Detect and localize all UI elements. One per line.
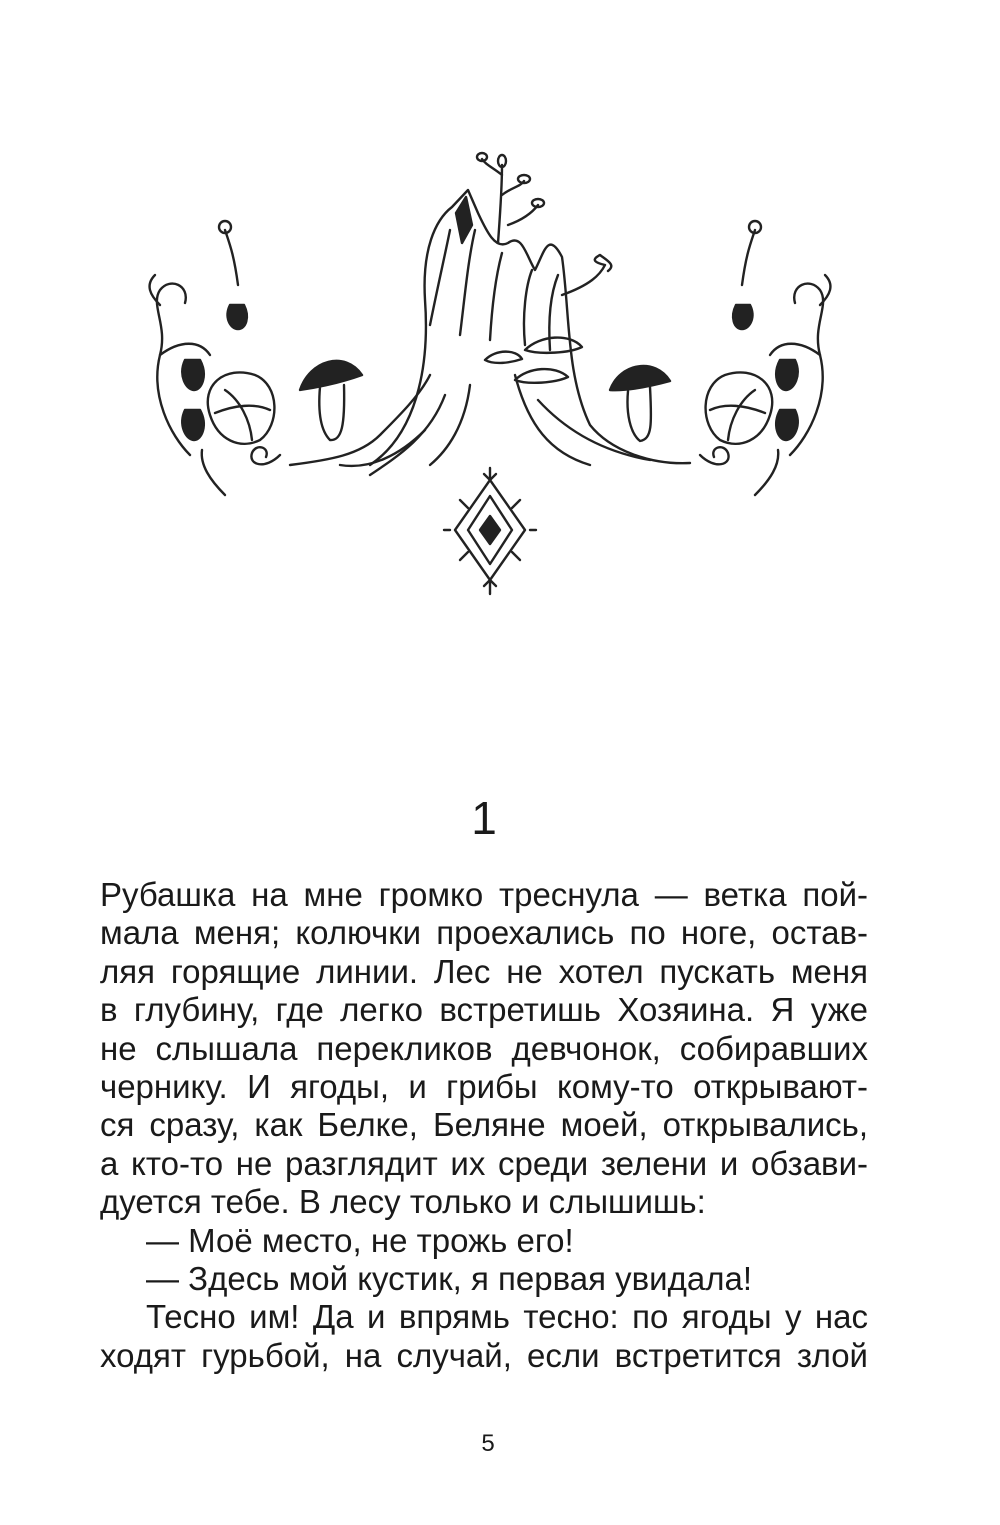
text-line: чернику. И ягоды, и грибы кому-то открывают-	[100, 1068, 868, 1106]
text-line: ходят гурьбой, на случай, если встретится злой	[100, 1336, 868, 1374]
text-line: дуется тебе. В лесу только и слышишь:	[100, 1183, 706, 1221]
text-line: Рубашка на мне громко треснула — ветка пой-	[100, 876, 868, 913]
text-line: в глубину, где легко встретишь Хозяина. Я уже	[100, 991, 868, 1029]
text-line: не слышала перекликов девчонок, собиравших	[100, 1029, 868, 1067]
text-line: ся сразу, как Белке, Беляне моей, открывались,	[100, 1106, 868, 1144]
text-line: мала меня; колючки проехались по ноге, остав-	[100, 914, 868, 952]
paragraph-1	[100, 876, 868, 1222]
text-line: ляя горящие линии. Лес не хотел пускать меня	[100, 952, 868, 990]
paragraph-2	[100, 1298, 868, 1375]
chapter-number: 1	[471, 792, 497, 844]
dialogue-line-1: — Моё место, не трожь его!	[146, 1221, 574, 1259]
dialogue-line-2: — Здесь мой кустик, я первая увидала!	[146, 1260, 752, 1298]
text-line: а кто-то не разглядит их среди зелени и обзави-	[100, 1144, 868, 1182]
page-number: 5	[481, 1430, 495, 1457]
text-line: Тесно им! Да и впрямь тесно: по ягоды у нас	[146, 1298, 868, 1336]
chapter-text	[100, 876, 868, 1375]
forest-stump-illustration-icon	[130, 135, 850, 605]
